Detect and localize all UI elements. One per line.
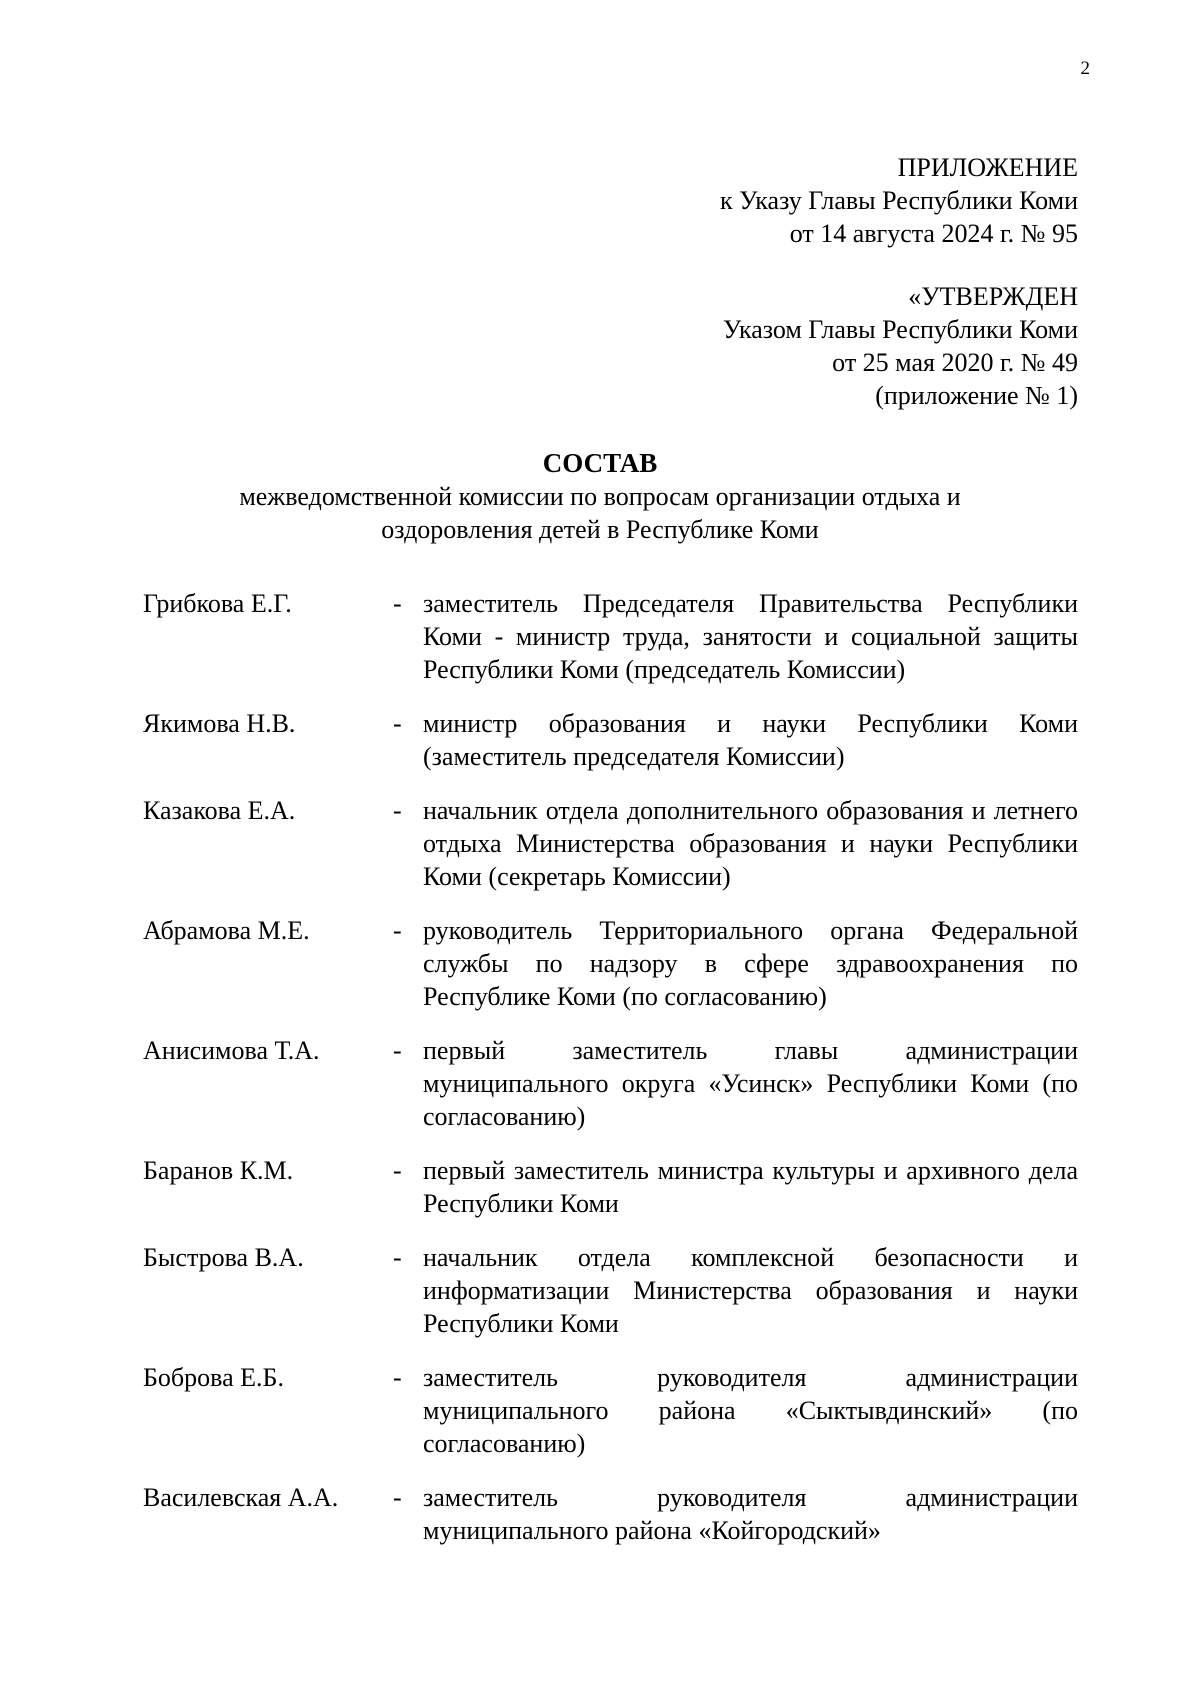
member-dash: -	[393, 589, 402, 618]
appendix-header	[720, 151, 1078, 250]
member-dash: -	[393, 709, 402, 738]
appendix-line: к Указу Главы Республики Коми	[720, 186, 1078, 215]
member-role: министр образования и науки Республики Коми (заместитель председателя Комиссии)	[423, 709, 1078, 771]
member-name: Баранов К.М.	[143, 1156, 294, 1185]
document-subtitle-line: оздоровления детей в Республике Коми	[381, 515, 819, 544]
member-row	[143, 1361, 1078, 1460]
member-dash: -	[393, 796, 402, 825]
member-row	[143, 1241, 1078, 1340]
member-role: заместитель руководителя администрации муниципального района «Койгородский»	[423, 1483, 1078, 1545]
member-row	[143, 707, 1078, 773]
approved-line: Указом Главы Республики Коми	[722, 315, 1078, 344]
member-name: Якимова Н.В.	[143, 709, 296, 738]
approved-header	[723, 280, 1078, 412]
approved-line: (приложение № 1)	[875, 381, 1078, 410]
member-row	[143, 794, 1078, 893]
member-role: первый заместитель главы администрации муниципального округа «Усинск» Республики Коми (по согласованию)	[423, 1036, 1078, 1131]
member-row	[143, 1034, 1078, 1133]
member-name: Грибкова Е.Г.	[143, 589, 292, 618]
document-title: СОСТАВ	[542, 448, 658, 478]
member-dash: -	[393, 1483, 402, 1512]
title-block	[0, 446, 1200, 546]
member-dash: -	[393, 1363, 402, 1392]
member-dash: -	[393, 916, 402, 945]
member-dash: -	[393, 1156, 402, 1185]
member-row	[143, 1154, 1078, 1220]
member-row	[143, 587, 1078, 686]
member-role: заместитель Председателя Правительства Республики Коми - министр труда, занятости и социальной защиты Республики Коми (председатель Комиссии)	[423, 589, 1078, 684]
member-dash: -	[393, 1036, 402, 1065]
appendix-line: ПРИЛОЖЕНИЕ	[897, 153, 1078, 182]
document-subtitle-line: межведомственной комиссии по вопросам организации отдыха и	[239, 482, 961, 511]
members-list	[143, 587, 1078, 1568]
member-role: первый заместитель министра культуры и архивного дела Республики Коми	[423, 1156, 1078, 1218]
approved-line: «УТВЕРЖДЕН	[908, 282, 1078, 311]
member-name: Боброва Е.Б.	[143, 1363, 284, 1392]
member-row	[143, 914, 1078, 1013]
member-role: заместитель руководителя администрации муниципального района «Сыктывдинский» (по согласованию)	[423, 1363, 1078, 1458]
member-row	[143, 1481, 1078, 1547]
member-role: начальник отдела дополнительного образования и летнего отдыха Министерства образования и науки Республики Коми (секретарь Комиссии)	[423, 796, 1078, 891]
member-name: Абрамова М.Е.	[143, 916, 310, 945]
approved-line: от 25 мая 2020 г. № 49	[832, 348, 1078, 377]
member-name: Анисимова Т.А.	[143, 1036, 320, 1065]
member-role: начальник отдела комплексной безопасности и информатизации Министерства образования и науки Республики Коми	[423, 1243, 1078, 1338]
member-dash: -	[393, 1243, 402, 1272]
appendix-line: от 14 августа 2024 г. № 95	[789, 219, 1078, 248]
member-name: Быстрова В.А.	[143, 1243, 304, 1272]
member-name: Казакова Е.А.	[143, 796, 296, 825]
member-role: руководитель Территориального органа Федеральной службы по надзору в сфере здравоохранения по Республике Коми (по согласованию)	[423, 916, 1078, 1011]
member-name: Василевская А.А.	[143, 1483, 339, 1512]
page-number: 2	[1080, 58, 1090, 79]
